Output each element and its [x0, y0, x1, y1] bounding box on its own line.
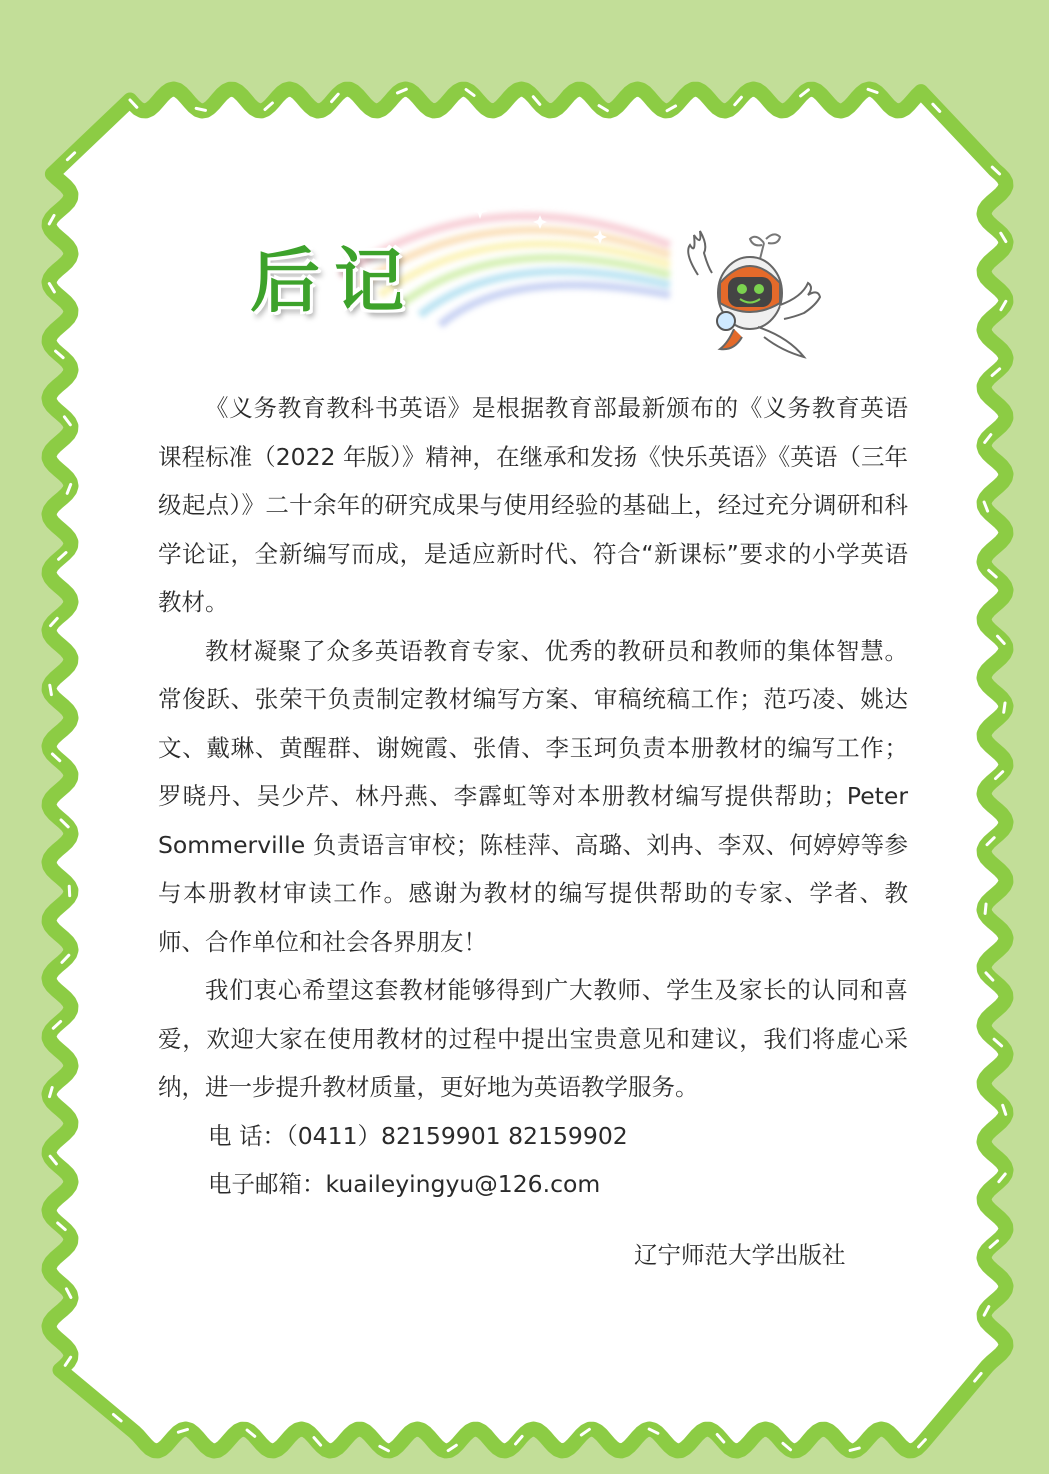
contact-email: 电子邮箱：kuaileyingyu@126.com — [208, 1170, 601, 1198]
frame-dash — [1004, 703, 1005, 712]
frame-dash — [50, 685, 52, 694]
paragraph-credits: 教材凝聚了众多英语教育专家、优秀的教研员和教师的集体智慧。常俊跃、张荣干负责制定教材编写方案、审稿统稿工作；范巧凌、姚达文、戴琳、黄醒群、谢婉霞、张倩、李玉珂负责本册教材的编写工作；罗晓丹、吴少芹、林丹燕、李霹虹等对本册教材编写提供帮助；Peter Sommerville 负责语言审校；陈桂萍、高璐、刘冉、李双、何婷婷等参与本册教材审读工作。感谢为教材的编写提供帮助的专家、学者、教师、合作单位和社会各界朋友！ — [158, 636, 908, 956]
paragraph-thanks: 我们衷心希望这套教材能够得到广大教师、学生及家长的认同和喜爱，欢迎大家在使用教材的过程中提出宝贵意见和建议，我们将虚心采纳，进一步提升教材质量，更好地为英语教学服务。 — [158, 976, 908, 1101]
frame-dash — [985, 904, 986, 913]
header-banner — [190, 185, 830, 360]
frame-dash — [196, 108, 205, 110]
afterword-body — [158, 384, 908, 1209]
paragraph-intro: 《义务教育教科书英语》是根据教育部最新颁布的《义务教育英语课程标准（2022 年版）》精神，在继承和发扬《快乐英语》《英语（三年级起点）》二十余年的研究成果与使用经验的基础上，经过充分调研和科学论证，全新编写而成，是适应新时代、符合“新课标”要求的小学英语教材。 — [158, 394, 908, 616]
robot-mascot-icon — [668, 225, 828, 360]
publisher-name: 辽宁师范大学出版社 — [634, 1241, 846, 1269]
contact-phone: 电 话：（0411）82159901 82159902 — [208, 1121, 628, 1150]
page-title: 后记 — [250, 240, 418, 322]
